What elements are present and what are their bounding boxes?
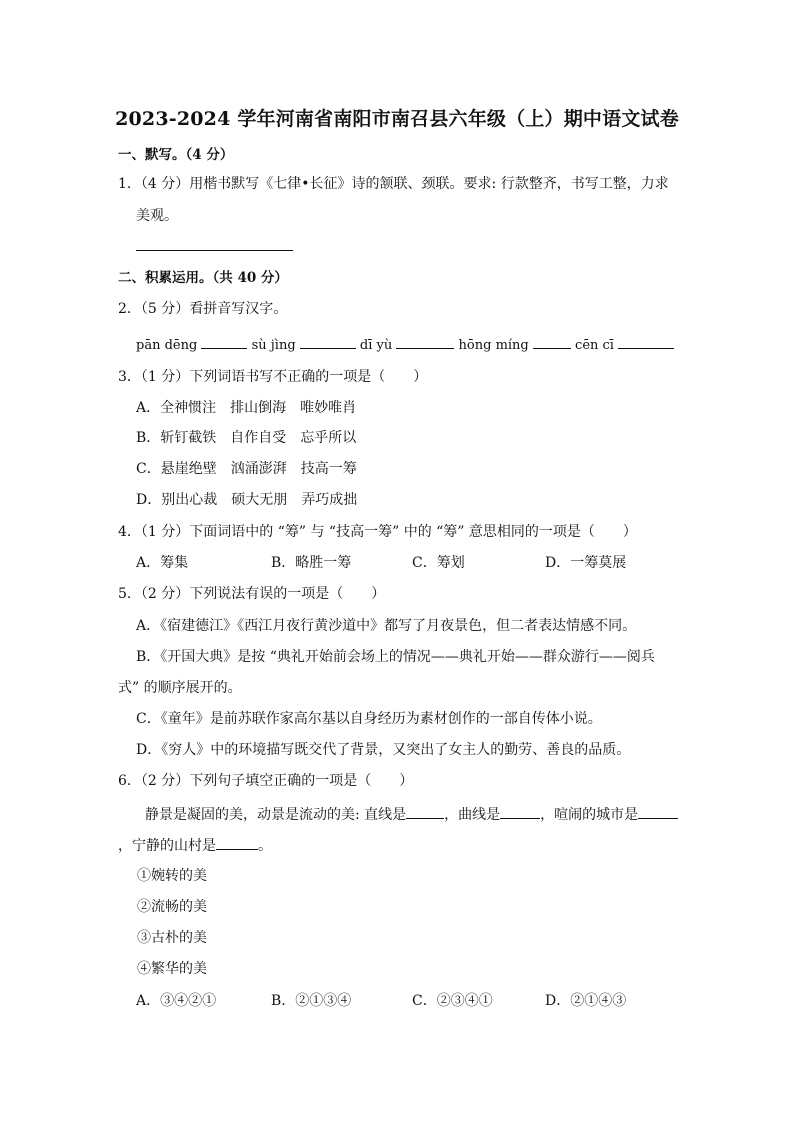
question-3-option-d: D．别出心裁 硕大无朋 弄巧成拙	[136, 492, 358, 508]
question-5-option-c: C．《童年》是前苏联作家高尔基以自身经历为素材创作的一部自传体小说。	[136, 711, 602, 727]
question-6-item-2: ②流畅的美	[137, 899, 207, 915]
question-2-stem: 2．（5 分）看拼音写汉字。	[118, 301, 288, 317]
pinyin-row	[136, 334, 674, 356]
question-5-option-d: D．《穷人》中的环境描写既交代了背景，又突出了女主人的勤劳、善良的品质。	[136, 742, 631, 758]
question-6-item-4: ④繁华的美	[137, 961, 207, 977]
question-1-line-1: 1．（4 分）用楷书默写《七律•长征》诗的颔联、颈联。要求: 行款整齐，书写工整，力求	[118, 176, 669, 192]
question-6-option-a: A．③④②①	[136, 993, 217, 1009]
page-title: 2023-2024 学年河南省南阳市南召县六年级（上）期中语文试卷	[115, 108, 679, 130]
question-3-option-b: B．斩钉截铁 自作自受 忘乎所以	[136, 430, 357, 446]
question-4-option-c: C．筹划	[412, 555, 465, 571]
question-5-option-a: A．《宿建德江》《西江月夜行黄沙道中》都写了月夜景色，但二者表达情感不同。	[136, 618, 637, 634]
pinyin-5: cēn cī	[575, 338, 614, 353]
question-4-stem: 4．（1 分）下面词语中的 “筹” 与 “技高一筹” 中的 “筹” 意思相同的一项是（ ）	[118, 524, 637, 540]
question-5-stem: 5．（2 分）下列说法有误的一项是（ ）	[118, 586, 386, 602]
question-6-passage-line-2: ，宁静的山村是 。	[118, 835, 272, 856]
question-6-option-b: B．②①③④	[271, 993, 352, 1009]
question-1-line-2: 美观。	[136, 208, 178, 224]
question-4-option-b: B．略胜一筹	[271, 555, 352, 571]
pinyin-4: hōng míng	[458, 338, 529, 353]
question-4-option-a: A．筹集	[136, 555, 189, 571]
section-heading-1: 一、默写。（4 分）	[118, 147, 234, 163]
question-5-option-b-line-1: B．《开国大典》是按 “典礼开始前会场上的情况——典礼开始——群众游行——阅兵	[136, 649, 655, 665]
question-6-item-1: ①婉转的美	[137, 868, 207, 884]
answer-blank	[136, 236, 293, 257]
pinyin-1: pān dēng	[136, 338, 198, 353]
question-6-stem: 6．（2 分）下列句子填空正确的一项是（ ）	[118, 773, 414, 789]
question-6-passage-line-1: 静景是凝固的美，动景是流动的美: 直线是 ，曲线是 ，喧闹的城市是	[145, 804, 678, 825]
question-6-option-c: C．②③④①	[412, 993, 493, 1009]
question-5-option-b-line-2: 式” 的顺序展开的。	[118, 680, 242, 696]
section-heading-2: 二、积累运用。（共 40 分）	[118, 270, 288, 286]
question-4-option-d: D．一筹莫展	[545, 555, 627, 571]
question-3-option-a: A．全神惯注 排山倒海 唯妙唯肖	[136, 400, 357, 416]
pinyin-3: dī yù	[359, 338, 393, 353]
pinyin-2: sù jìng	[251, 338, 296, 353]
question-6-option-d: D．②①④③	[545, 993, 627, 1009]
question-3-option-c: C．悬崖绝壁 汹涌澎湃 技高一筹	[136, 461, 357, 477]
question-6-item-3: ③古朴的美	[137, 930, 207, 946]
question-3-stem: 3．（1 分）下列词语书写不正确的一项是（ ）	[118, 369, 428, 385]
